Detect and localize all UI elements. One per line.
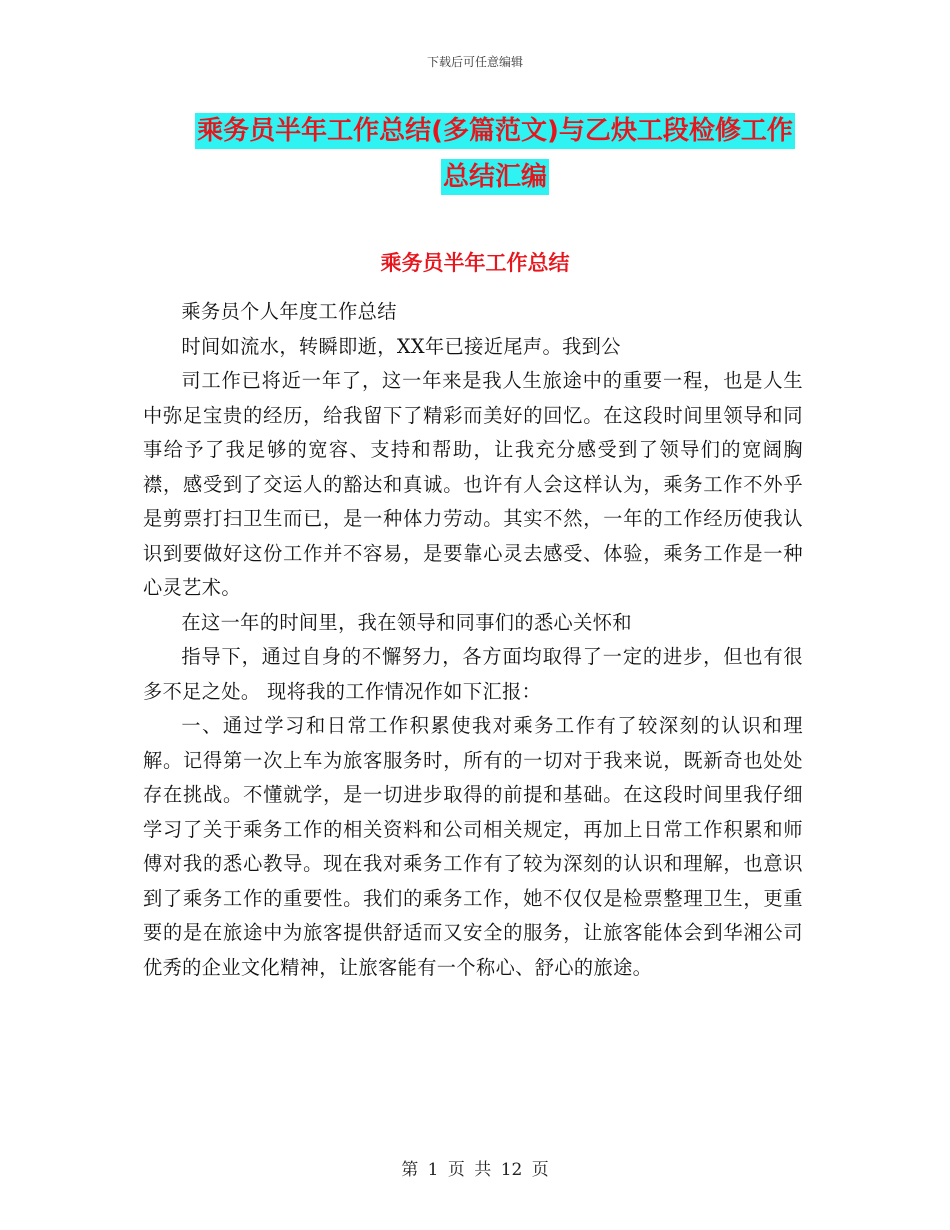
paragraph: 指导下，通过自身的不懈努力，各方面均取得了一定的进步，但也有很多不足之处。 现将我的工作情况作如下汇报：: [143, 645, 803, 703]
paragraph: 乘务员个人年度工作总结: [181, 300, 397, 323]
paragraph: 一、通过学习和日常工作积累使我对乘务工作有了较深刻的认识和理解。记得第一次上车为旅客服务时，所有的一切对于我来说，既新奇也处处存在挑战。不懂就学，是一切进步取得的前提和基础。在这段时间里我仔细学习了关于乘务工作的相关资料和公司相关规定，再加上日常工作积累和师傅对我的悉心教导。现在我对乘务工作有了较为深刻的认识和理解，也意识到了乘务工作的重要性。我们的乘务工作，她不仅仅是检票整理卫生，更重要的是在旅途中为旅客提供舒适而又安全的服务，让旅客能体会到华湘公司优秀的企业文化精神，让旅客能有一个称心、舒心的旅途。: [143, 714, 803, 979]
page-header-note: 下载后可任意编辑: [426, 55, 523, 69]
page-number: 第 1 页 共 12 页: [401, 1160, 549, 1180]
document-title-line-1: 乘务员半年工作总结(多篇范文)与乙炔工段检修工作: [195, 113, 795, 149]
paragraph: 在这一年的时间里，我在领导和同事们的悉心关怀和: [181, 610, 632, 634]
document-body: [143, 295, 803, 985]
section-title: 乘务员半年工作总结: [380, 251, 570, 275]
paragraph: 时间如流水，转瞬即逝，XX年已接近尾声。我到公: [181, 334, 621, 358]
document-title-line-2: 总结汇编: [441, 159, 549, 195]
paragraph: 司工作已将近一年了，这一年来是我人生旅途中的重要一程，也是人生中弥足宝贵的经历，给我留下了精彩而美好的回忆。在这段时间里领导和同事给予了我足够的宽容、支持和帮助，让我充分感受到了领导们的宽阔胸襟，感受到了交运人的豁达和真诚。也许有人会这样认为，乘务工作不外乎是剪票打扫卫生而已，是一种体力劳动。其实不然，一年的工作经历使我认识到要做好这份工作并不容易，是要靠心灵去感受、体验，乘务工作是一种心灵艺术。: [143, 369, 803, 599]
document-title: [150, 108, 840, 200]
